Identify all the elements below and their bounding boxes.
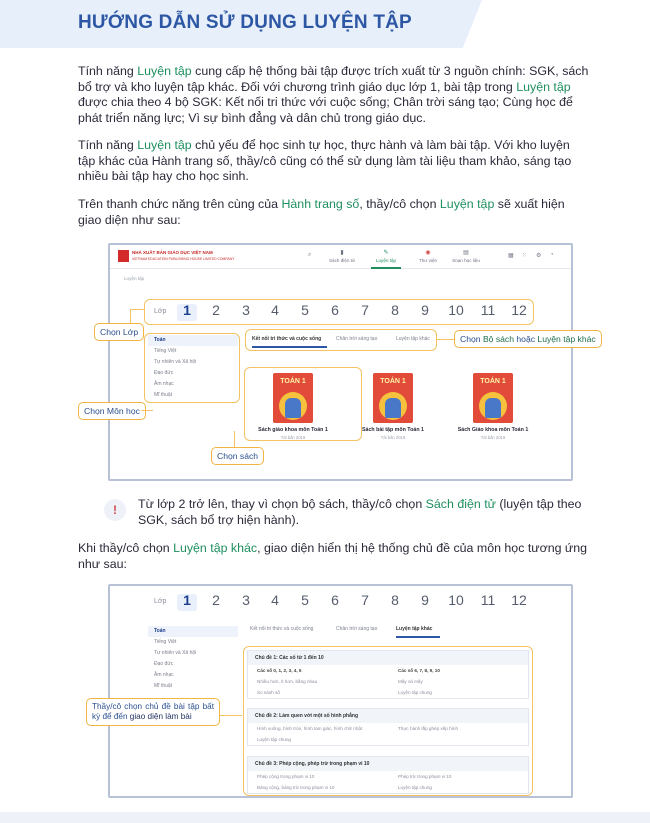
- nav-active-indicator: [371, 267, 401, 269]
- book-subtitle: Tái bản 2019: [480, 435, 506, 440]
- topic-title: Chủ đề 2: Làm quen với một số hình phẳng: [248, 709, 528, 723]
- callout-choose-book: Chọn sách: [211, 447, 264, 465]
- grade-highlight-frame: [144, 299, 534, 325]
- book-subtitle: Tái bản 2019: [280, 435, 306, 440]
- subject-item[interactable]: Mĩ thuật: [154, 683, 173, 689]
- callout-choose-subject: Chọn Môn học: [78, 402, 146, 420]
- book-highlight-frame: [244, 367, 362, 441]
- topic-row[interactable]: Phép cộng trong phạm vi 10 Phép trừ trong phạm vi 10: [257, 774, 452, 779]
- grade-10[interactable]: 10: [448, 592, 464, 608]
- exclamation-icon: !: [104, 499, 126, 521]
- nav-library[interactable]: ◉ Thư viện: [408, 249, 448, 263]
- note-text: Từ lớp 2 trở lên, thay vì chọn bộ sách, thầy/cô chọn Sách điện tử (luyện tập theo SGK, sách bổ trợ hiện hành).: [138, 497, 582, 527]
- paragraph-4: Khi thầy/cô chọn Luyện tập khác, giao diện hiển thị hệ thống chủ đề của môn học tương ứng như sau:: [78, 541, 587, 571]
- book-cover: TOÁN 1: [273, 373, 313, 423]
- breadcrumb: Luyện tập: [124, 276, 145, 281]
- grade-12[interactable]: 12: [511, 592, 527, 608]
- topics-highlight-frame: [243, 646, 533, 796]
- intro-paragraph-1: Tính năng Luyện tập cung cấp hệ thống bài tập được trích xuất từ 3 nguồn chính: SGK, sách bổ trợ và kho luyện tập khác. Đối với chương trình giáo dục lớp 1, bài tập trong Luyện tập được chia theo 4 bộ SGK: Kết nối tri thức với cuộc sống; Chân trời sáng tạo; Cùng học để phát triển năng lực; Vì sự bình đẳng và dân chủ trong giáo dục.: [78, 64, 589, 125]
- tab-ket-noi[interactable]: Kết nối tri thức và cuộc sống: [252, 336, 322, 342]
- settings-icon[interactable]: ⚙: [536, 253, 542, 259]
- subject-item[interactable]: Mĩ thuật: [154, 392, 173, 398]
- tab-chan-troi[interactable]: Chân trời sáng tạo: [336, 336, 378, 342]
- book-subtitle: Tái bản 2019: [380, 435, 406, 440]
- practice-screenshot-2: [108, 584, 573, 798]
- connector: [141, 410, 153, 411]
- subject-item[interactable]: Toán: [148, 335, 238, 346]
- grade-5[interactable]: 5: [301, 592, 309, 608]
- page-title: HƯỚNG DẪN SỬ DỤNG LUYỆN TẬP: [78, 12, 412, 33]
- topic-row[interactable]: Nhiều hơn, ít hơn, bằng nhau Mấy và mấy: [257, 679, 423, 684]
- grade-8[interactable]: 8: [391, 302, 399, 318]
- subject-highlight-frame: [144, 333, 240, 403]
- grade-3[interactable]: 3: [242, 592, 250, 608]
- topic-title: Chủ đề 1: Các số từ 1 đến 10: [248, 651, 528, 665]
- grade-9[interactable]: 9: [421, 592, 429, 608]
- connector: [130, 309, 131, 323]
- grade-1[interactable]: 1: [183, 592, 191, 608]
- grade-7[interactable]: 7: [361, 592, 369, 608]
- subject-item[interactable]: Tiếng Việt: [154, 639, 177, 645]
- grade-2[interactable]: 2: [212, 302, 220, 318]
- topic-row[interactable]: So sánh số Luyện tập chung: [257, 690, 432, 695]
- connector: [234, 431, 235, 447]
- tabs-highlight-frame: [245, 329, 437, 351]
- grade-label: Lớp: [154, 598, 167, 605]
- topic-row[interactable]: Bảng cộng, bảng trừ trong phạm vi 10 Luyện tập chung: [257, 785, 432, 790]
- topic-title: Chủ đề 3: Phép cộng, phép trừ trong phạm vi 10: [248, 757, 528, 771]
- topic-row[interactable]: Các số 0, 1, 2, 3, 4, 5 Các số 6, 7, 8, 9, 10: [257, 668, 440, 673]
- subject-list: [148, 626, 238, 692]
- grade-6[interactable]: 6: [331, 592, 339, 608]
- grade-5[interactable]: 5: [301, 302, 309, 318]
- tab-ket-noi[interactable]: Kết nối tri thức và cuộc sống: [250, 626, 314, 632]
- tab-chan-troi[interactable]: Chân trời sáng tạo: [336, 626, 378, 632]
- subject-item[interactable]: Tiếng Việt: [154, 348, 177, 354]
- subject-item[interactable]: Tự nhiên và Xã hội: [154, 359, 197, 365]
- connector: [220, 715, 242, 716]
- grid-icon[interactable]: ⁙: [522, 253, 528, 259]
- callout-choose-book-set: Chọn Bộ sách hoặc Luyện tập khác: [454, 330, 602, 348]
- book-title: Sách giáo khoa môn Toán 1: [258, 427, 328, 433]
- nav-ebook[interactable]: ▮ Sách điện tử: [322, 249, 362, 263]
- publisher-subtitle: VIETNAM EDUCATION PUBLISHING HOUSE LIMITED COMPANY: [132, 257, 235, 261]
- book-set-tabs: [250, 626, 490, 642]
- grade-7[interactable]: 7: [361, 302, 369, 318]
- avatar-icon[interactable]: ◔: [550, 252, 554, 258]
- subject-item[interactable]: Âm nhạc: [154, 381, 174, 387]
- intro-paragraph-2: Tính năng Luyện tập chủ yếu để học sinh tự học, thực hành và làm bài tập. Với kho luyện tập khác của Hành trang số, thầy/cô cũng có thể sử dụng làm tài liệu tham khảo, sáng tạo nhiều bài tập hay cho học sinh.: [78, 138, 572, 183]
- footer-strip: [0, 812, 650, 823]
- grade-selector: [148, 592, 538, 614]
- publisher-name: NHÀ XUẤT BẢN GIÁO DỤC VIỆT NAM: [132, 250, 213, 255]
- app-header: [110, 245, 571, 269]
- nav-compose[interactable]: ▤ Soạn học liệu: [446, 249, 486, 263]
- grade-11[interactable]: 11: [480, 592, 496, 608]
- pencil-icon: ✎: [383, 250, 389, 256]
- topic-row[interactable]: Hình vuông, hình tròn, hình tam giác, hình chữ nhật Thực hành lắp ghép xếp hình: [257, 726, 459, 731]
- callout-choose-topic: Thầy/cô chọn chủ đề bài tập bất kỳ để đến giao diện làm bài: [86, 698, 220, 726]
- search-icon[interactable]: ⌕: [308, 252, 312, 258]
- book-cover: TOÁN 1: [373, 373, 413, 423]
- grade-11[interactable]: 11: [480, 302, 496, 318]
- grade-9[interactable]: 9: [421, 302, 429, 318]
- compose-icon: ▤: [463, 250, 469, 256]
- grade-1[interactable]: 1: [183, 302, 191, 318]
- grade-3[interactable]: 3: [242, 302, 250, 318]
- subject-item[interactable]: Toán: [148, 626, 238, 637]
- intro-paragraph-3: Trên thanh chức năng trên cùng của Hành trang số, thầy/cô chọn Luyện tập sẽ xuất hiện giao diện như sau:: [78, 197, 565, 227]
- book-card[interactable]: [448, 373, 538, 440]
- grade-2[interactable]: 2: [212, 592, 220, 608]
- book-cover: TOÁN 1: [473, 373, 513, 423]
- grade-4[interactable]: 4: [271, 302, 279, 318]
- book-title: Sách bài tập môn Toán 1: [361, 427, 424, 433]
- grade-8[interactable]: 8: [391, 592, 399, 608]
- callout-choose-class: Chọn Lớp: [94, 323, 144, 341]
- book-title: Sách Giáo khoa môn Toán 1: [457, 427, 529, 433]
- connector: [130, 309, 144, 310]
- nav-practice[interactable]: ✎ Luyện tập: [366, 249, 406, 263]
- tab-active-indicator: [396, 636, 440, 638]
- publisher-logo-icon: [118, 250, 129, 262]
- grade-label: Lớp: [154, 308, 167, 315]
- grade-6[interactable]: 6: [331, 302, 339, 318]
- subject-item[interactable]: Âm nhạc: [154, 672, 174, 678]
- subject-item[interactable]: Tự nhiên và Xã hội: [154, 650, 197, 656]
- grade-12[interactable]: 12: [511, 302, 527, 318]
- grade-10[interactable]: 10: [448, 302, 464, 318]
- tab-luyen-tap-khac[interactable]: Luyện tập khác: [396, 336, 430, 342]
- tab-luyen-tap-khac[interactable]: Luyện tập khác: [396, 626, 433, 632]
- subject-item[interactable]: Đạo đức: [154, 661, 174, 667]
- topic-row[interactable]: Luyện tập chung: [257, 737, 291, 742]
- apps-icon[interactable]: ▦: [508, 253, 514, 259]
- connector: [436, 339, 454, 340]
- book-icon: ▮: [340, 250, 344, 256]
- practice-screenshot-1: [108, 243, 573, 481]
- grade-4[interactable]: 4: [271, 592, 279, 608]
- subject-item[interactable]: Đạo đức: [154, 370, 174, 376]
- library-icon: ◉: [425, 250, 431, 256]
